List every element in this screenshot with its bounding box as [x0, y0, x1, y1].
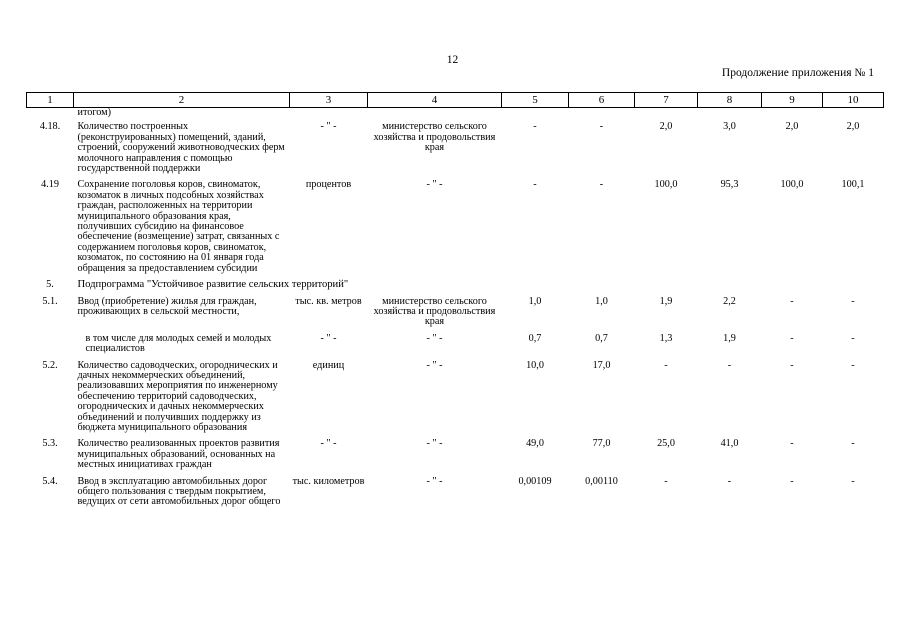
- row-value: -: [533, 179, 537, 191]
- row-value: -: [851, 359, 855, 371]
- row-executor: - " -: [426, 438, 443, 450]
- row-value: -: [851, 438, 855, 450]
- section-title: Подпрограмма "Устойчивое развитие сельских территорий": [77, 279, 349, 291]
- row-value: 1,0: [528, 295, 542, 307]
- row-value: -: [727, 475, 732, 487]
- row-value: 100,0: [654, 179, 678, 191]
- row-value: 41,0: [720, 438, 739, 450]
- row-value: 2,0: [785, 121, 799, 133]
- row-value: -: [851, 332, 855, 344]
- column-number: 10: [823, 93, 884, 108]
- row-unit: тыс. километров: [292, 475, 365, 487]
- row-description: в том числе для молодых семей и молодых специалистов: [85, 332, 272, 355]
- row-executor: министерство сельского хозяйства и продовольствия края: [373, 121, 496, 154]
- row-executor: - " -: [426, 475, 443, 487]
- row-value: -: [727, 359, 732, 371]
- table-row: [27, 334, 884, 361]
- row-value: -: [599, 121, 604, 133]
- column-number: 4: [368, 93, 502, 108]
- row-value: -: [790, 359, 794, 371]
- row-unit: тыс. кв. метров: [295, 295, 362, 307]
- row-value: 95,3: [720, 179, 739, 191]
- row-value: -: [533, 121, 537, 133]
- row-value: -: [599, 179, 604, 191]
- row-executor: - " -: [426, 332, 443, 344]
- row-value: -: [851, 475, 855, 487]
- table-row: [27, 361, 884, 440]
- row-value: -: [664, 359, 668, 371]
- row-description: итогом): [77, 107, 112, 118]
- row-description: Количество реализованных проектов развития муниципальных образований, основанных на местных инициативах граждан: [77, 438, 280, 471]
- row-value: 0,00110: [585, 475, 618, 487]
- row-description: Количество садоводческих, огороднических и дачных некоммерческих объединений, реализовавших мероприятия по инженерному обеспечению территорий садоводческих, огороднических и дачных некоммерческих объединений и получивших поддержку из бюджета муниципального образования: [77, 359, 278, 433]
- row-value: -: [790, 295, 794, 307]
- row-unit: - " -: [320, 438, 337, 450]
- row-value: -: [790, 332, 794, 344]
- section-number: 5.: [46, 279, 54, 291]
- row-value: -: [851, 295, 855, 307]
- row-number: 4.18.: [39, 121, 61, 133]
- table-row: [27, 297, 884, 334]
- row-description: Ввод (приобретение) жилья для граждан, проживающих в сельской местности,: [77, 295, 257, 317]
- row-unit: процентов: [305, 179, 352, 191]
- row-value: 2,0: [659, 121, 673, 133]
- row-value: 25,0: [657, 438, 675, 450]
- row-number: 5.2.: [42, 359, 58, 371]
- page-number: 12: [446, 54, 459, 66]
- section-row: [27, 280, 884, 296]
- row-value: 0,7: [528, 332, 542, 344]
- column-number: 5: [502, 93, 569, 108]
- table-row: [27, 439, 884, 476]
- row-value: 2,2: [723, 295, 736, 307]
- row-value: 10,0: [526, 359, 544, 371]
- row-description: Сохранение поголовья коров, свиноматок, козоматок в личных подсобных хозяйствах граждан, расположенных на территории муниципального образования края, получивших субсидию на финансовое обеспечение (возмещение) затрат, связанных с содержанием поголовья коров, свиноматок, козоматок, по состоянию на 01 января года обращения за предоставлением субсидии: [77, 179, 280, 274]
- row-description: Количество построенных (реконструированных) помещений, зданий, строений, сооружений животноводческих ферм молочного направления с помощью государственной поддержки: [77, 121, 285, 175]
- row-number: 5.3.: [42, 438, 58, 450]
- row-value: 49,0: [526, 438, 544, 450]
- row-value: 1,3: [659, 332, 673, 344]
- row-unit: единиц: [312, 359, 345, 371]
- row-value: -: [790, 438, 794, 450]
- row-value: 17,0: [592, 359, 611, 371]
- row-value: 100,1: [841, 179, 865, 191]
- row-unit: - " -: [320, 121, 337, 133]
- column-number: 9: [762, 93, 823, 108]
- row-value: 2,0: [846, 121, 860, 133]
- table-row: [27, 477, 884, 514]
- column-number: 1: [27, 93, 74, 108]
- row-description: Ввод в эксплуатацию автомобильных дорог общего пользования с твердым покрытием, ведущих от сети автомобильных дорог общего: [77, 475, 281, 508]
- row-value: -: [790, 475, 794, 487]
- row-value: 100,0: [780, 179, 804, 191]
- row-value: 1,9: [659, 295, 673, 307]
- column-number: 7: [635, 93, 698, 108]
- row-value: 0,7: [595, 332, 608, 344]
- row-value: 0,00109: [518, 475, 552, 487]
- row-executor: - " -: [426, 359, 443, 371]
- row-executor: - " -: [426, 179, 443, 191]
- row-number: [27, 334, 74, 361]
- row-value: 77,0: [592, 438, 611, 450]
- row-value: 3,0: [723, 121, 736, 133]
- row-value: 1,0: [595, 295, 608, 307]
- column-number: 6: [569, 93, 635, 108]
- column-number: 8: [698, 93, 762, 108]
- column-number: 2: [74, 93, 290, 108]
- row-unit: - " -: [320, 332, 337, 344]
- row-number: 4.19: [41, 179, 59, 191]
- continuation-caption: Продолжение приложения № 1: [721, 67, 874, 79]
- row-number: 5.4.: [42, 475, 58, 487]
- row-value: 1,9: [723, 332, 736, 344]
- row-executor: министерство сельского хозяйства и продовольствия края: [373, 295, 496, 328]
- column-number: 3: [290, 93, 368, 108]
- table-row: [27, 180, 884, 280]
- row-number: 5.1.: [42, 295, 58, 307]
- table-row-continued: [27, 108, 884, 123]
- column-number-row: [27, 93, 884, 108]
- table-row: [27, 122, 884, 180]
- indicators-table: [26, 92, 883, 514]
- row-value: -: [664, 475, 668, 487]
